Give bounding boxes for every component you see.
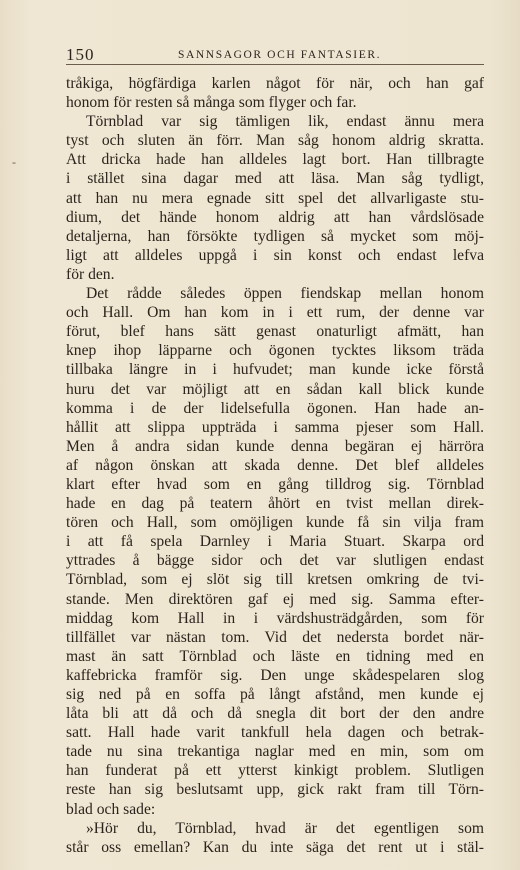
running-title: SANNSAGOR OCH FANTASIER.	[178, 49, 382, 61]
text-line: i stället sina dagar med att läsa. Man såg tydligt,	[66, 170, 484, 188]
header-rule	[66, 64, 484, 65]
text-line: dium, det hände honom aldrig att han vårdslösade	[66, 208, 484, 226]
text-line: Törnblad var sig tämligen lik, endast ännu mera	[86, 113, 484, 131]
margin-mark: -	[12, 155, 16, 169]
text-line: middag kom Hall in i värdshusträdgården, som för	[66, 609, 484, 627]
text-line: Men å andra sidan kunde denna begäran ej härröra	[66, 437, 484, 455]
text-line: blad och sade:	[66, 800, 156, 818]
text-line: tillbaka längre in i hufvudet; man kunde icke förstå	[66, 361, 484, 379]
text-line: att han nu mera egnade sitt spel det allvarligaste stu-	[66, 189, 484, 207]
text-line: Det rådde således öppen fiendskap mellan honom	[86, 285, 484, 303]
text-line: reste han sig beslutsamt upp, gick rakt fram till Törn-	[66, 781, 484, 799]
text-line: komma i de der lidelsefulla ögonen. Han hade an-	[66, 399, 484, 417]
text-line: tade nu sina trekantiga naglar med en min, som om	[66, 743, 484, 761]
text-line: hållit att slippa uppträda i samma pjeser som Hall.	[66, 418, 484, 436]
text-line: står oss emellan? Kan du inte säga det rent ut i stäl-	[66, 838, 484, 856]
text-line: sig ned på en soffa på långt afstånd, men kunde ej	[66, 686, 484, 703]
text-line: förut, blef hans sätt genast onaturligt afmätt, han	[66, 323, 484, 341]
text-line: huru det var möjligt att en sådan kall blick kunde	[66, 380, 484, 398]
text-line: Törnblad, som ej slöt sig till kretsen omkring de tvi-	[66, 571, 484, 589]
text-line: för den.	[66, 265, 115, 283]
text-line: tillfället var nästan tom. Vid det nedersta bordet när-	[66, 628, 484, 646]
text-line: han funderat på ett ytterst kinkigt problem. Slutligen	[66, 762, 484, 780]
page-number: 150	[66, 45, 95, 64]
text-line: knep ihop läpparne och ögonen tycktes liksom träda	[66, 342, 484, 360]
text-line: »Hör du, Törnblad, hvad är det egentligen som	[86, 819, 484, 837]
text-line: låta bli att då och då snegla dit bort der den andre	[66, 705, 484, 723]
text-line: tråkiga, högfärdiga karlen något för när, och han gaf	[66, 75, 484, 92]
text-line: af någon önskan att skada denne. Det blef alldeles	[66, 456, 484, 474]
text-line: ligt att alldeles uppgå i sin konst och endast lefva	[66, 246, 484, 264]
text-line: satt. Hall hade varit tankfull hela dagen och betrak-	[66, 724, 484, 742]
text-line: mast än satt Törnblad och läste en tidning med en	[66, 647, 484, 665]
text-line: honom för resten så många som flyger och far.	[66, 94, 357, 112]
text-line: i att få spela Darnley i Maria Stuart. Skarpa ord	[66, 533, 484, 551]
text-line: hade en dag på teatern åhört en tvist mellan direk-	[66, 495, 484, 513]
text-line: tören och Hall, som omöjligen kunde få sin vilja fram	[66, 514, 484, 532]
body-text	[66, 74, 484, 857]
text-line: yttrades å bägge sidor och det var slutligen endast	[66, 552, 484, 570]
text-line: och Hall. Om han kom in i ett rum, der denne var	[66, 304, 484, 322]
text-line: Att dricka hade han alldeles lagt bort. Han tillbragte	[66, 151, 484, 169]
text-line: kaffebricka framför sig. Den unge skådespelaren slog	[66, 666, 484, 684]
text-line: klart efter hvad som en gång tilldrog sig. Törnblad	[66, 475, 484, 493]
text-line: stande. Men direktören gaf ej med sig. Samma efter-	[66, 590, 484, 608]
running-head	[66, 45, 484, 65]
text-line: tyst och sluten än förr. Man såg honom aldrig skratta.	[66, 132, 484, 150]
text-line: detaljerna, han försökte tydligen så mycket som möj-	[66, 227, 484, 245]
